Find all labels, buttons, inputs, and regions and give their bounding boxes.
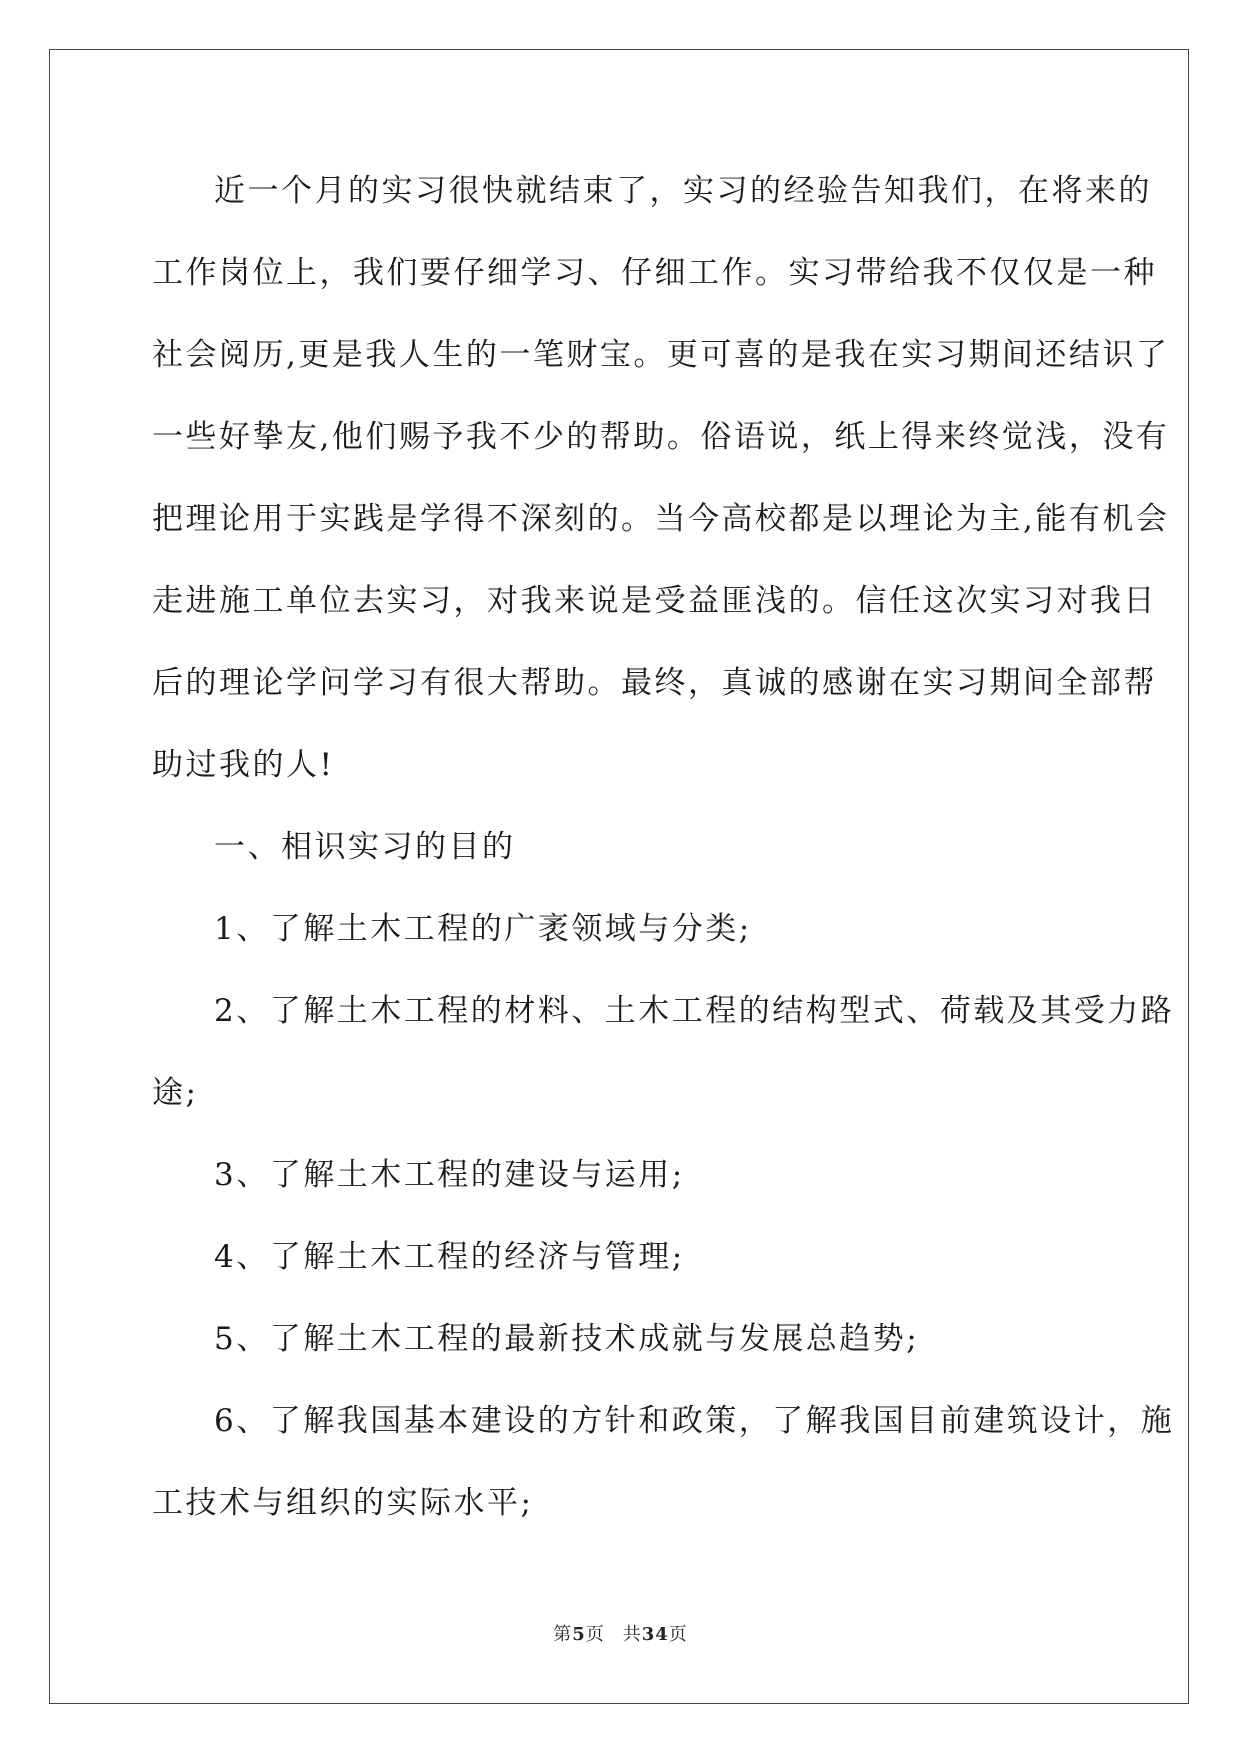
paragraph-line: 后的理论学问学习有很大帮助。最终，真诚的感谢在实习期间全部帮	[152, 665, 1157, 701]
paragraph-line: 一些好挚友,他们赐予我不少的帮助。俗语说，纸上得来终觉浅，没有	[152, 419, 1170, 455]
paragraph-line: 社会阅历,更是我人生的一笔财宝。更可喜的是我在实习期间还结识了	[152, 337, 1170, 373]
list-item-continuation: 途;	[152, 1075, 199, 1111]
paragraph-line: 工作岗位上，我们要仔细学习、仔细工作。实习带给我不仅仅是一种	[152, 255, 1157, 291]
paragraph-line: 近一个月的实习很快就结束了，实习的经验告知我们，在将来的	[214, 173, 1152, 209]
total-prefix: 共	[622, 1624, 642, 1645]
paragraph-line: 走进施工单位去实习，对我来说是受益匪浅的。信任这次实习对我日	[152, 583, 1157, 619]
page-footer	[0, 1620, 1241, 1646]
list-item: 4、了解土木工程的经济与管理;	[214, 1239, 685, 1275]
list-item: 1、了解土木工程的广袤领域与分类;	[214, 911, 752, 947]
section-heading: 一、相识实习的目的	[214, 829, 516, 865]
document-body	[152, 150, 1175, 1544]
total-suffix: 页	[668, 1624, 688, 1645]
list-item-continuation: 工技术与组织的实际水平;	[152, 1485, 534, 1521]
list-item: 3、了解土木工程的建设与运用;	[214, 1157, 685, 1193]
list-item: 6、了解我国基本建设的方针和政策，了解我国目前建筑设计，施	[214, 1403, 1175, 1439]
list-item: 5、了解土木工程的最新技术成就与发展总趋势;	[214, 1321, 920, 1357]
paragraph-line: 助过我的人!	[152, 747, 335, 783]
page-number: 5	[572, 1624, 586, 1645]
paragraph-line: 把理论用于实践是学得不深刻的。当今高校都是以理论为主,能有机会	[152, 501, 1170, 537]
page-suffix: 页	[585, 1624, 605, 1645]
page-prefix: 第	[553, 1624, 573, 1645]
total-pages: 34	[641, 1624, 669, 1645]
list-item: 2、了解土木工程的材料、土木工程的结构型式、荷载及其受力路	[214, 993, 1175, 1029]
